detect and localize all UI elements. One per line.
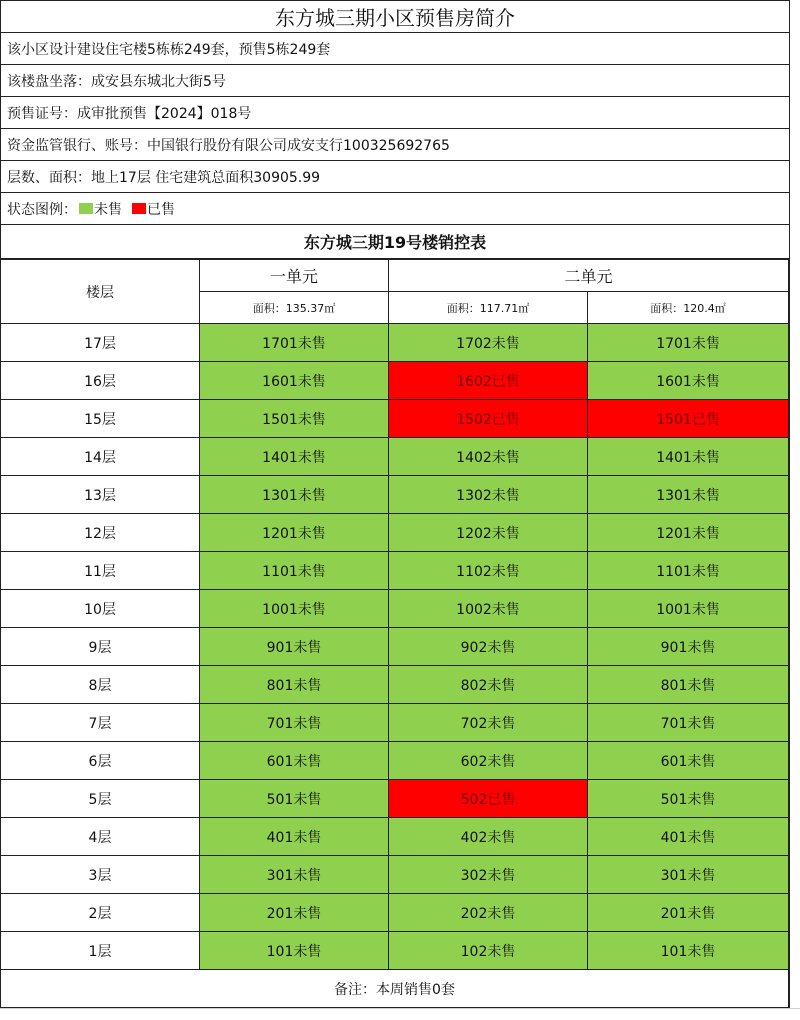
table-row (1, 932, 789, 970)
table-row (1, 666, 789, 704)
legend-sold-swatch (132, 203, 146, 214)
floor-label: 13层 (1, 476, 200, 514)
table-row (1, 742, 789, 780)
unit-cell-unsold: 301未售 (588, 856, 789, 894)
table-row (1, 400, 789, 438)
legend-unsold-swatch (79, 203, 93, 214)
unit-cell-unsold: 801未售 (200, 666, 389, 704)
table-row (1, 894, 789, 932)
info-line-address: 该楼盘坐落：成安县东城北大街5号 (1, 65, 789, 97)
floor-label: 7层 (1, 704, 200, 742)
unit-cell-unsold: 501未售 (588, 780, 789, 818)
header-floor: 楼层 (1, 260, 200, 324)
info-line-units: 该小区设计建设住宅楼5栋栋249套，预售5栋249套 (1, 33, 789, 65)
weekly-sales-note: 备注：本周销售0套 (1, 970, 789, 1008)
unit-cell-unsold: 102未售 (389, 932, 588, 970)
unit-cell-unsold: 1701未售 (200, 324, 389, 362)
header-area-col-2: 面积：117.71㎡ (389, 292, 588, 324)
unit-cell-unsold: 1301未售 (588, 476, 789, 514)
unit-cell-unsold: 601未售 (200, 742, 389, 780)
floor-label: 16层 (1, 362, 200, 400)
sheet-gridline (0, 1008, 800, 1020)
table-row (1, 514, 789, 552)
floor-label: 3层 (1, 856, 200, 894)
unit-cell-unsold: 1102未售 (389, 552, 588, 590)
page-title: 东方城三期小区预售房简介 (1, 1, 789, 33)
unit-cell-unsold: 1401未售 (588, 438, 789, 476)
floor-label: 1层 (1, 932, 200, 970)
header-unit-2: 二单元 (389, 260, 789, 292)
unit-cell-unsold: 1401未售 (200, 438, 389, 476)
unit-cell-unsold: 701未售 (588, 704, 789, 742)
header-unit-1: 一单元 (200, 260, 389, 292)
table-row (1, 552, 789, 590)
info-line-bank: 资金监管银行、账号：中国银行股份有限公司成安支行100325692765 (1, 129, 789, 161)
unit-cell-sold: 1602已售 (389, 362, 588, 400)
unit-cell-unsold: 1002未售 (389, 590, 588, 628)
unit-cell-unsold: 901未售 (200, 628, 389, 666)
unit-cell-unsold: 301未售 (200, 856, 389, 894)
unit-cell-unsold: 1201未售 (588, 514, 789, 552)
unit-cell-unsold: 201未售 (588, 894, 789, 932)
unit-cell-unsold: 1301未售 (200, 476, 389, 514)
unit-cell-unsold: 202未售 (389, 894, 588, 932)
table-row (1, 628, 789, 666)
info-line-floors-area: 层数、面积：地上17层 住宅建筑总面积30905.99 (1, 161, 789, 193)
info-line-permit: 预售证号：成审批预售【2024】018号 (1, 97, 789, 129)
unit-cell-sold: 502已售 (389, 780, 588, 818)
unit-cell-sold: 1501已售 (588, 400, 789, 438)
unit-cell-unsold: 601未售 (588, 742, 789, 780)
floor-label: 17层 (1, 324, 200, 362)
unit-cell-unsold: 1201未售 (200, 514, 389, 552)
legend (1, 193, 789, 225)
unit-cell-unsold: 1302未售 (389, 476, 588, 514)
table-row (1, 324, 789, 362)
legend-sold-label: 已售 (147, 201, 175, 218)
unit-cell-unsold: 801未售 (588, 666, 789, 704)
unit-cell-unsold: 1402未售 (389, 438, 588, 476)
floor-label: 6层 (1, 742, 200, 780)
unit-cell-unsold: 1101未售 (200, 552, 389, 590)
legend-unsold-label: 未售 (94, 201, 122, 218)
unit-cell-unsold: 101未售 (200, 932, 389, 970)
floor-label: 4层 (1, 818, 200, 856)
floor-label: 14层 (1, 438, 200, 476)
unit-cell-unsold: 501未售 (200, 780, 389, 818)
table-row (1, 362, 789, 400)
table-row (1, 438, 789, 476)
unit-cell-unsold: 401未售 (200, 818, 389, 856)
unit-cell-unsold: 902未售 (389, 628, 588, 666)
unit-cell-unsold: 402未售 (389, 818, 588, 856)
unit-cell-unsold: 101未售 (588, 932, 789, 970)
sales-control-table (0, 259, 789, 1008)
table-row (1, 704, 789, 742)
floor-label: 10层 (1, 590, 200, 628)
floor-label: 5层 (1, 780, 200, 818)
unit-cell-unsold: 201未售 (200, 894, 389, 932)
unit-cell-unsold: 1702未售 (389, 324, 588, 362)
unit-cell-unsold: 302未售 (389, 856, 588, 894)
unit-cell-unsold: 1601未售 (588, 362, 789, 400)
unit-cell-unsold: 602未售 (389, 742, 588, 780)
unit-cell-unsold: 401未售 (588, 818, 789, 856)
header-area-col-1: 面积：135.37㎡ (200, 292, 389, 324)
table-title: 东方城三期19号楼销控表 (1, 225, 789, 259)
table-row (1, 780, 789, 818)
unit-cell-unsold: 1101未售 (588, 552, 789, 590)
unit-cell-unsold: 1202未售 (389, 514, 588, 552)
table-row (1, 590, 789, 628)
unit-cell-unsold: 802未售 (389, 666, 588, 704)
floor-label: 15层 (1, 400, 200, 438)
unit-cell-unsold: 702未售 (389, 704, 588, 742)
floor-label: 11层 (1, 552, 200, 590)
unit-cell-unsold: 901未售 (588, 628, 789, 666)
unit-cell-unsold: 1501未售 (200, 400, 389, 438)
floor-label: 8层 (1, 666, 200, 704)
table-row (1, 476, 789, 514)
header-area-col-3: 面积：120.4㎡ (588, 292, 789, 324)
table-row (1, 818, 789, 856)
unit-cell-sold: 1502已售 (389, 400, 588, 438)
floor-label: 2层 (1, 894, 200, 932)
legend-prefix: 状态图例： (7, 201, 77, 218)
table-row (1, 856, 789, 894)
floor-label: 12层 (1, 514, 200, 552)
unit-cell-unsold: 1701未售 (588, 324, 789, 362)
unit-cell-unsold: 1001未售 (588, 590, 789, 628)
floor-label: 9层 (1, 628, 200, 666)
unit-cell-unsold: 1001未售 (200, 590, 389, 628)
unit-cell-unsold: 701未售 (200, 704, 389, 742)
unit-cell-unsold: 1601未售 (200, 362, 389, 400)
